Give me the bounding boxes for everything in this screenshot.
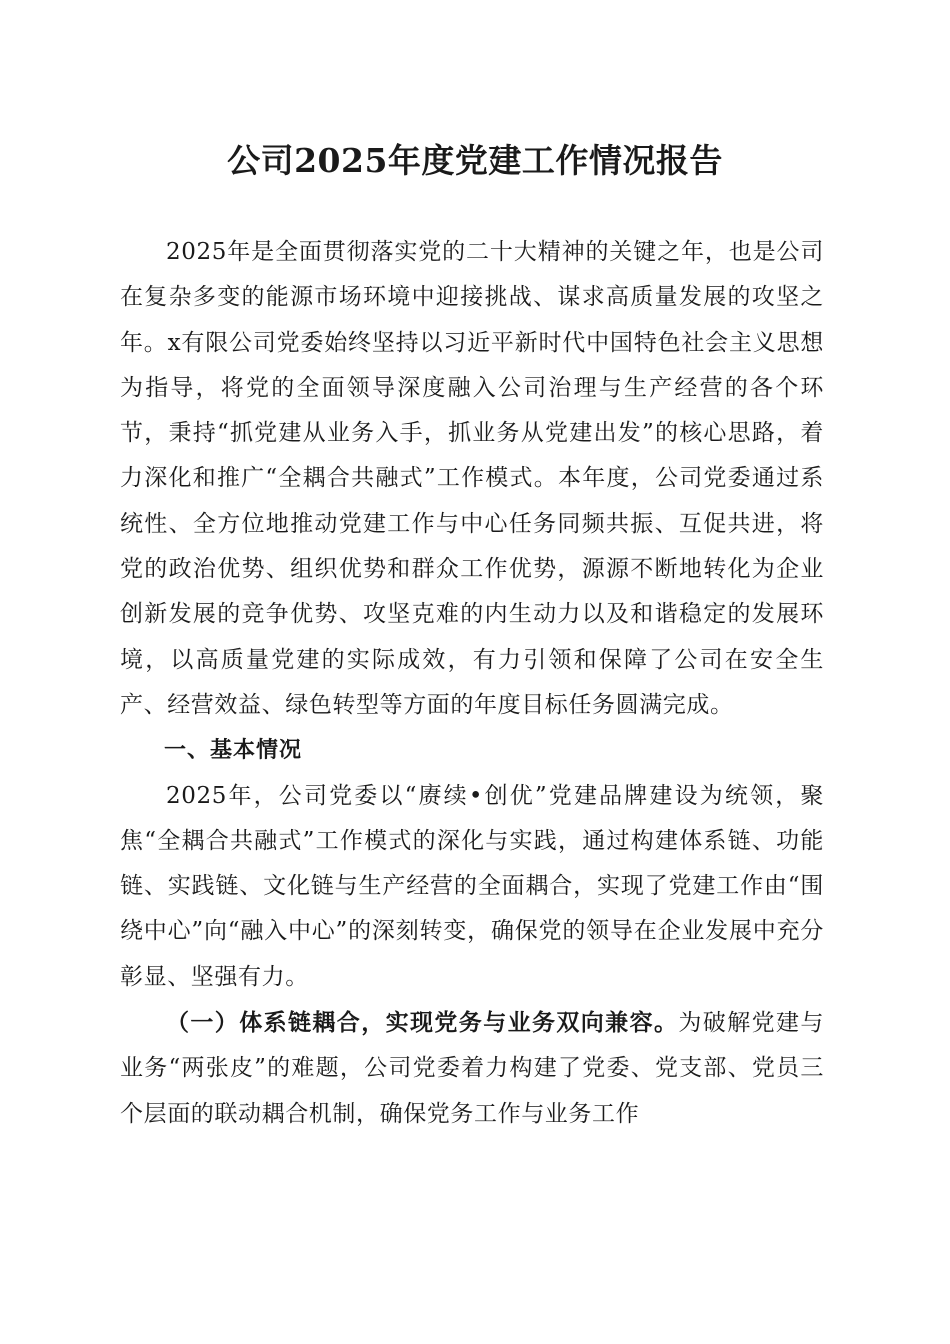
subsection-1-heading: （一）体系链耦合，实现党务与业务双向兼容。 [166,1009,679,1037]
section-heading-basic-situation: 一、基本情况 [164,738,303,764]
section-1-paragraph: 2025年，公司党委以“赓续•创优”党建品牌建设为统领，聚焦“全耦合共融式”工作模式的深化与实践，通过构建体系链、功能链、实践链、文化链与生产经营的全面耦合，实现了党建工作由“围绕中心”向“融入中心”的深刻转变，确保党的领导在企业发展中充分彰显、坚强有力。 [120,782,824,990]
document-body [120,230,824,1137]
document-title: 公司2025年度党建工作情况报告 [227,141,723,180]
intro-paragraph: 2025年是全面贯彻落实党的二十大精神的关键之年，也是公司在复杂多变的能源市场环境中迎接挑战、谋求高质量发展的攻坚之年。x有限公司党委始终坚持以习近平新时代中国特色社会主义思想为指导，将党的全面领导深度融入公司治理与生产经营的各个环节，秉持“抓党建从业务入手，抓业务从党建出发”的核心思路，着力深化和推广“全耦合共融式”工作模式。本年度，公司党委通过系统性、全方位地推动党建工作与中心任务同频共振、互促共进，将党的政治优势、组织优势和群众工作优势，源源不断地转化为企业创新发展的竞争优势、攻坚克难的内生动力以及和谐稳定的发展环境，以高质量党建的实际成效，有力引领和保障了公司在安全生产、经营效益、绿色转型等方面的年度目标任务圆满完成。 [120,239,824,718]
subsection-1-text: 为破解党建与业务“两张皮”的难题，公司党委着力构建了党委、党支部、党员三个层面的联动耦合机制，确保党务工作与业务工作 [120,1010,824,1127]
subsection-1-paragraph [120,1000,824,1137]
